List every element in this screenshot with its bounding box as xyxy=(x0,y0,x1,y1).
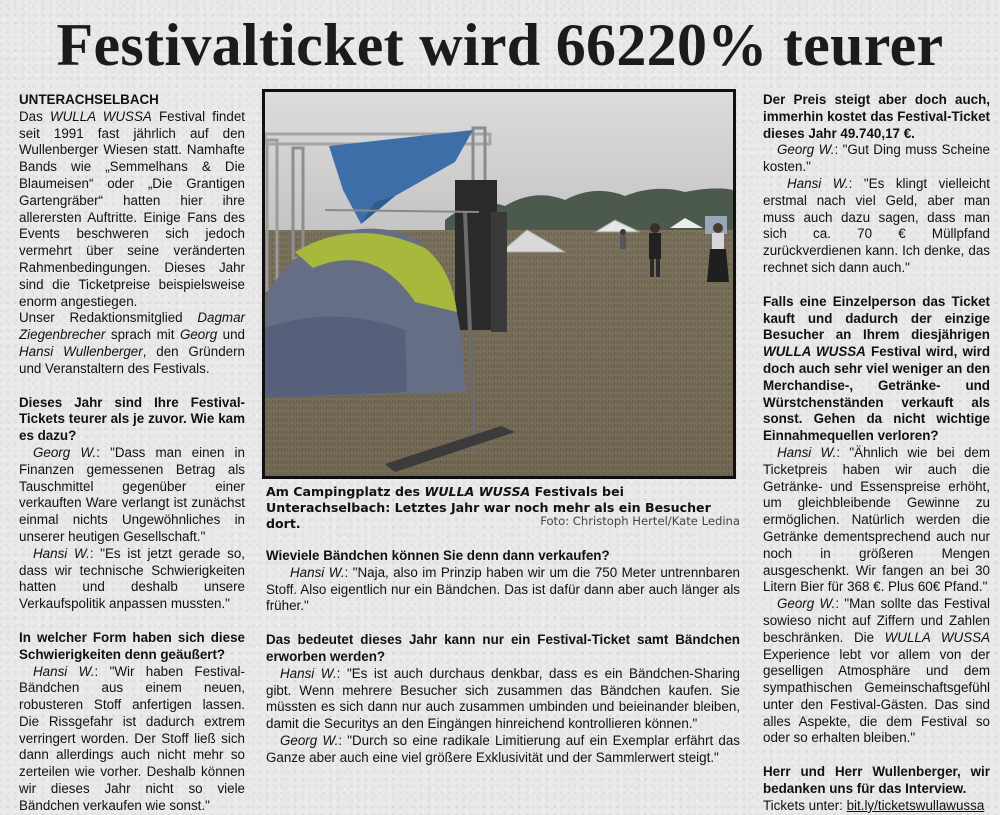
speaker-name: Georg W. xyxy=(33,444,97,460)
caption-text: Am Campingplatz des xyxy=(266,484,425,499)
intro-text: , den Gründern und Veranstaltern des Festivals. xyxy=(19,343,245,376)
person-name: Georg xyxy=(179,327,218,343)
speaker-name: Georg W. xyxy=(280,732,339,748)
speaker-name: Hansi W. xyxy=(280,665,337,681)
answer-text: Experience lebt vor allem von der geselligen Atmosphäre und dem sympathischen Gemeinschaftsgefühl unter den Festival-Gästen. Das sind alles Aspekte, die dem Festival so oder so erhalten bleiben." xyxy=(763,646,990,746)
interview-question xyxy=(763,294,990,445)
answer-text: : "Dass man einen in Finanzen gemessenen Betrag als Tauschmittel gegenüber einer verkauften Ware verlangt ist zunächst einmal nichts Ungewöhnliches in unserer heutigen Gesellschaft." xyxy=(19,444,245,544)
speaker-name: Hansi W. xyxy=(787,175,849,191)
question-text: Festival wird, wird doch auch sehr viel weniger an den Merchandise-, Getränke- und Würstchenständen verkauft als sonst. Gehen da nicht wichtige Einnahmequellen verloren? xyxy=(763,344,990,444)
tickets-link[interactable]: bit.ly/ticketswullawussa xyxy=(846,797,985,813)
question-text: Falls eine Einzelperson das Ticket kauft und dadurch der einzige Besucher an Ihrem diesjährigen xyxy=(763,293,990,343)
speaker-name: Hansi W. xyxy=(290,564,345,580)
festival-name: WULLA WUSSA xyxy=(763,344,866,360)
headline: Festivalticket wird 66220% teurer xyxy=(56,12,944,78)
editor-name: Dagmar Ziegenbrecher xyxy=(19,310,245,343)
interview-question: In welcher Form haben sich diese Schwierigkeiten denn geäußert? xyxy=(19,629,245,662)
festival-name: WULLA WUSSA xyxy=(49,108,152,124)
intro-text: Festival findet seit 1991 fast jährlich auf den Wullenberger Wiesen statt. Namhafte Bands wie „Semmelhans & Die Blaumeisen“ oder „Die Grantigen Gartengräber“ hatten hier ihre allerersten Auftritte. Einige Fans des Events beschweren sich jedoch vermehrt über seine veränderten Rahmenbedingungen. Dieses Jahr sind die Ticketpreise beispielsweise enorm angestiegen. xyxy=(19,108,245,309)
campsite-image xyxy=(265,92,733,476)
interview-question: Wieviele Bändchen können Sie denn dann verkaufen? xyxy=(266,548,610,563)
caption-text: Festivals bei Unterachselbach: Letztes Jahr war noch mehr als ein Besucher dort. xyxy=(266,484,711,531)
dateline: UNTERACHSELBACH xyxy=(19,92,159,107)
speaker-name: Hansi W. xyxy=(777,444,837,460)
column-middle xyxy=(266,548,740,767)
answer-text: : "Es ist auch durchaus denkbar, dass es ein Bändchen-Sharing gibt. Wenn mehrere Besucher sich zusammen das Bändchen kaufen. Sie müssten es sich dann nur auch zusammen umbinden und beieinander bleiben, damit die Securitys an den Eingängen hinreichend kontrollieren können." xyxy=(266,665,740,732)
closing-thanks: Herr und Herr Wullenberger, wir bedanken uns für das Interview. xyxy=(763,764,990,797)
intro-text: Unser Redaktionsmitglied xyxy=(19,310,198,326)
speaker-name: Georg W. xyxy=(777,142,835,158)
speaker-name: Georg W. xyxy=(777,596,836,612)
answer-text: : "Ähnlich wie bei dem Ticketpreis haben wir auch die Getränke- und Essenspreise erhöht, um gleichbleibende Gewinne zu ermöglichen. Natürlich werden die Getränke dementsprechend auch nur noch in größeren Mengen ausgeschenkt. Wir fangen an bei 30 Litern Bier für 368 €. Plus 60€ Pfand." xyxy=(763,444,990,595)
answer-text: : "Es klingt vielleicht erstmal nach viel Geld, aber man muss auch dazu sagen, dass man sich ca. 70 € Müllpfand zurückverdienen kann. Ich denke, das rechnet sich dann auch." xyxy=(763,175,991,275)
column-left xyxy=(19,92,245,815)
speaker-name: Hansi W. xyxy=(33,545,90,561)
photo-credit: Foto: Christoph Hertel/Kate Ledina xyxy=(540,514,740,528)
interview-question: Der Preis steigt aber doch auch, immerhin kostet das Festival-Ticket dieses Jahr 49.740,17 €. xyxy=(763,92,990,141)
person-name: Hansi Wullenberger xyxy=(19,343,143,359)
intro-text: Das xyxy=(19,108,50,124)
festival-photo xyxy=(262,89,736,479)
intro-text: sprach mit xyxy=(105,327,180,343)
answer-text: : "Durch so eine radikale Limitierung auf ein Exemplar erfährt das Ganze aber auch eine viel größere Exklusivität und der Sammlerwert steigt." xyxy=(266,732,740,765)
column-right xyxy=(763,92,990,815)
answer-text: : "Es ist jetzt gerade so, dass wir technische Schwierigkeiten hatten und deshalb unsere Verkaufspolitik anpassen mussten." xyxy=(19,545,245,612)
intro-text: und xyxy=(217,327,246,343)
answer-text: : "Naja, also im Prinzip haben wir um die 750 Meter untrennbaren Stoff. Also eigentlich nur ein Bändchen. Das ist dafür dann aber auch länger als früher." xyxy=(266,564,740,614)
speaker-name: Hansi W. xyxy=(33,663,95,679)
answer-text: : "Wir haben Festival-Bändchen aus einem neuen, robusteren Stoff anfertigen lassen. Die Rissgefahr ist dadurch extrem verringert worden. Der Stoff ließ sich dann allerdings auch nicht mehr so zerteilen wie vorher. Deshalb können wir dieses Jahr nicht so viele Bändchen verkaufen wie sonst." xyxy=(19,663,245,813)
answer-text: : "Gut Ding muss Scheine kosten." xyxy=(763,142,990,175)
interview-question: Das bedeutet dieses Jahr kann nur ein Festival-Ticket samt Bändchen erworben werden? xyxy=(266,632,740,664)
tickets-label: Tickets unter: xyxy=(763,797,847,813)
festival-name: WULLA WUSSA xyxy=(424,484,531,499)
answer-text: : "Man sollte das Festival sowieso nicht auf Ziffern und Zahlen beschränken. Die xyxy=(763,596,990,645)
festival-name: WULLA WUSSA xyxy=(884,629,990,645)
interview-question: Dieses Jahr sind Ihre Festival-Tickets teurer als je zuvor. Wie kam es dazu? xyxy=(19,394,245,444)
